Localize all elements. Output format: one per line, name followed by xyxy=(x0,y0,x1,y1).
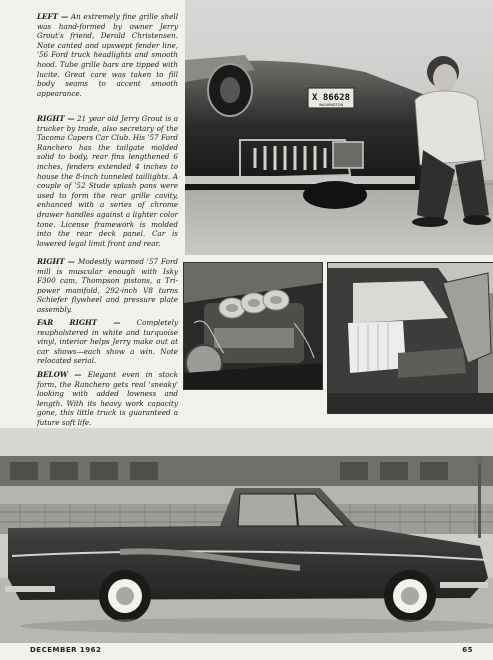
footer-date: DECEMBER 1962 xyxy=(30,646,102,654)
caption-far-right xyxy=(37,318,178,366)
caption-right-owner-body: 21 year old Jerry Grout is a trucker by trade, also secretary of the Tacoma Capers Car Club. His '57 Ford Ranchero has the tailgate molded solid to body, rear fins lengthened 6 inches, fenders extended 4 inches to house the 8-inch tunneled taillights. A couple of '52 Stude splash pans were used to form the rear grille cavity, enhanced with a series of chrome drawer handles against a lighter color tone. License framework is molded into the rear deck panel. Car is lowered legal limit front and rear. xyxy=(37,114,178,248)
caption-right-engine xyxy=(37,257,178,315)
caption-right-engine-lead: RIGHT — xyxy=(37,257,75,266)
caption-right-owner-lead: RIGHT — xyxy=(37,114,75,123)
footer-page-number: 65 xyxy=(462,646,473,654)
photo-side-view xyxy=(0,428,493,643)
photo-interior xyxy=(327,262,493,414)
license-plate-state: WASHINGTON xyxy=(318,103,344,107)
caption-below-lead: BELOW — xyxy=(37,370,82,379)
photo-rear-with-owner xyxy=(185,0,493,255)
caption-right-engine-body: Modestly warmed '57 Ford mill is muscular enough with Isky F300 cam, Thompson pistons, a Tri-power manifold, 292-inch V8 turns Schiefer flywheel and pressure plate assembly. xyxy=(37,257,178,314)
caption-below-body: Elegant even in stock form, the Ranchero gets real 'sneaky' looking with added lowness and length. With its heavy work capacity gone, this little truck is guaranteed a future soft life. xyxy=(37,370,178,427)
caption-left-body: An extremely fine grille shell was hand-formed by owner Jerry Grout's friend, Derald Christensen. Note canted and upswept fender line, '56 Ford truck headlights and smooth hood. Tube grille bars are tipped with lucite. Great care was taken to fill body seams to accent smooth appearance. xyxy=(37,12,178,98)
caption-right-owner xyxy=(37,114,178,248)
caption-far-right-body: Completely reupholstered in white and turquoise vinyl, interior helps Jerry make out at car shows—each show a win. Note relocated serial. xyxy=(37,318,178,366)
caption-left-lead: LEFT — xyxy=(37,12,69,21)
caption-left xyxy=(37,12,178,98)
license-plate-text: X 86628 xyxy=(312,93,350,103)
photo-engine xyxy=(183,262,323,390)
caption-below xyxy=(37,370,178,428)
caption-far-right-lead: FAR RIGHT — xyxy=(37,318,121,327)
